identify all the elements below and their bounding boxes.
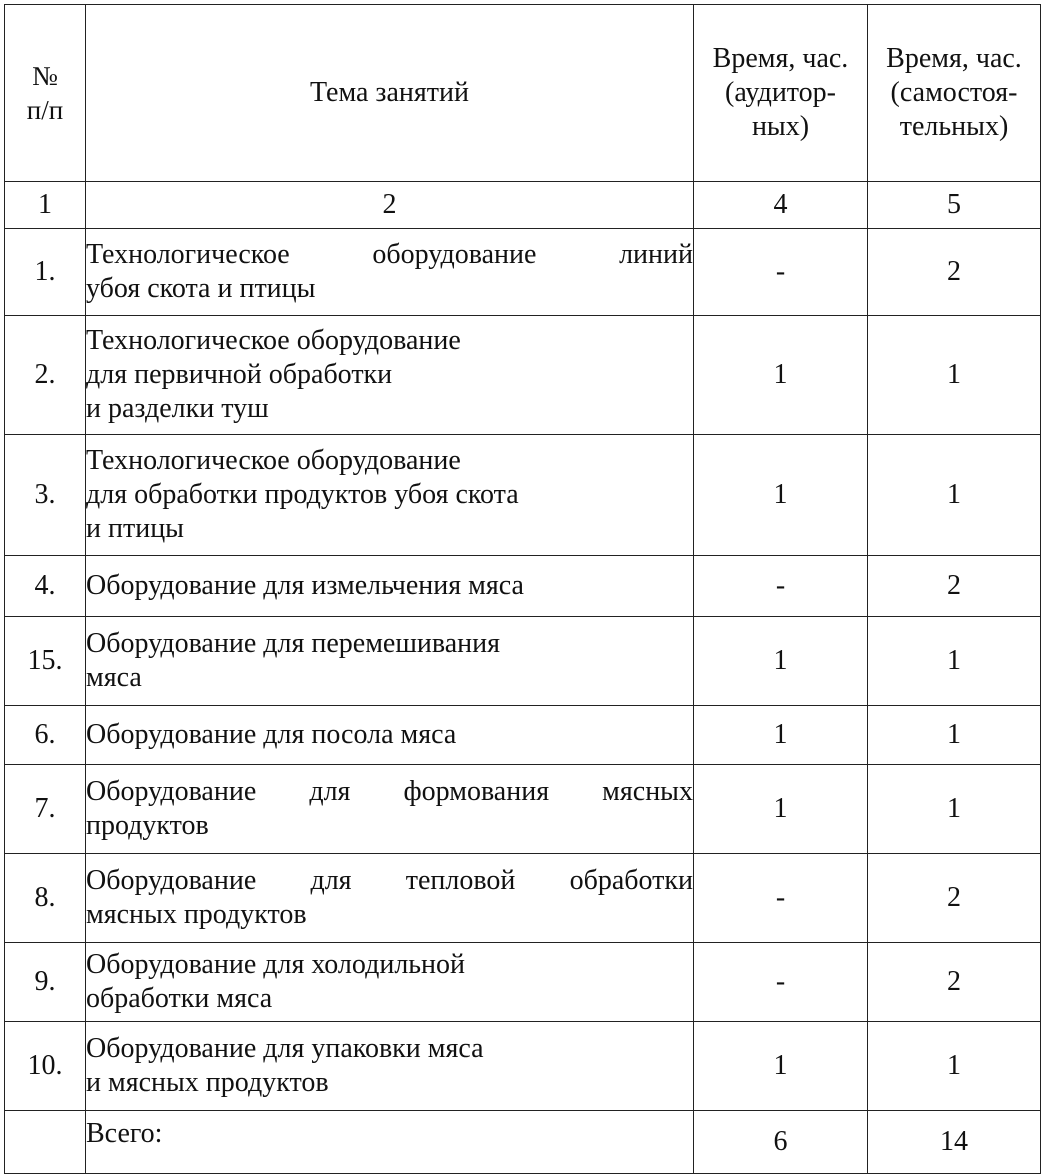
topic-line: Технологическое оборудование линий — [86, 239, 693, 270]
table-row — [5, 617, 1041, 706]
row-number: 4. — [5, 556, 86, 617]
row-number: 8. — [5, 854, 86, 943]
topic-line: мясных продуктов — [86, 899, 307, 930]
schedule-table — [4, 4, 1041, 1174]
topic-line: Оборудование для холодильной — [86, 949, 466, 980]
total-label: Всего: — [86, 1111, 694, 1174]
header-row — [5, 5, 1041, 182]
table-row — [5, 229, 1041, 316]
column-number: 5 — [868, 182, 1041, 229]
column-number: 4 — [694, 182, 868, 229]
topic-line: Оборудование для измельчения мяса — [86, 570, 524, 601]
row-topic — [86, 556, 694, 617]
self-study-hours: 1 — [868, 617, 1041, 706]
auditory-hours: - — [694, 854, 868, 943]
auditory-hours: - — [694, 229, 868, 316]
table-row — [5, 316, 1041, 435]
self-study-hours: 1 — [868, 435, 1041, 556]
topic-line: Оборудование для упаковки мяса — [86, 1033, 484, 1064]
header-topic — [86, 5, 694, 182]
column-number-row — [5, 182, 1041, 229]
table-row — [5, 854, 1041, 943]
row-topic — [86, 765, 694, 854]
topic-line: убоя скота и птицы — [86, 273, 316, 304]
auditory-hours: - — [694, 943, 868, 1022]
topic-line: и разделки туш — [86, 393, 269, 424]
row-topic — [86, 229, 694, 316]
row-number: 15. — [5, 617, 86, 706]
header-auditory-text: Время, час. (аудитор- ных) — [712, 43, 849, 142]
topic-line: продуктов — [86, 810, 209, 841]
row-topic — [86, 617, 694, 706]
total-number-cell — [5, 1111, 86, 1174]
table-row — [5, 1022, 1041, 1111]
topic-line: Оборудование для перемешивания — [86, 628, 501, 659]
auditory-hours: 1 — [694, 1022, 868, 1111]
column-number: 2 — [86, 182, 694, 229]
self-study-hours: 1 — [868, 1022, 1041, 1111]
self-study-hours: 2 — [868, 943, 1041, 1022]
table-row — [5, 556, 1041, 617]
table-row — [5, 435, 1041, 556]
row-number: 6. — [5, 706, 86, 765]
topic-line: и мясных продуктов — [86, 1067, 329, 1098]
row-topic — [86, 943, 694, 1022]
self-study-hours: 1 — [868, 316, 1041, 435]
header-topic-text: Тема занятий — [310, 77, 469, 108]
total-row — [5, 1111, 1041, 1174]
auditory-hours: 1 — [694, 765, 868, 854]
row-number: 2. — [5, 316, 86, 435]
self-study-hours: 1 — [868, 706, 1041, 765]
auditory-hours: 1 — [694, 706, 868, 765]
row-topic — [86, 706, 694, 765]
self-study-hours: 2 — [868, 556, 1041, 617]
topic-line: Оборудование для посола мяса — [86, 719, 457, 750]
topic-line: Оборудование для формования мясных — [86, 776, 693, 807]
self-study-hours: 2 — [868, 229, 1041, 316]
header-auditory-hours — [694, 5, 868, 182]
header-self-study-hours — [868, 5, 1041, 182]
topic-line: Оборудование для тепловой обработки — [86, 865, 693, 896]
topic-line: мяса — [86, 662, 142, 693]
header-number — [5, 5, 86, 182]
self-study-hours: 1 — [868, 765, 1041, 854]
topic-line: для обработки продуктов убоя скота — [86, 479, 519, 510]
row-number: 9. — [5, 943, 86, 1022]
row-topic — [86, 435, 694, 556]
auditory-hours: 1 — [694, 316, 868, 435]
topic-line: Технологическое оборудование — [86, 445, 461, 476]
topic-line: обработки мяса — [86, 983, 273, 1014]
auditory-hours: 1 — [694, 617, 868, 706]
table-row — [5, 943, 1041, 1022]
topic-line: Технологическое оборудование — [86, 325, 461, 356]
topic-line: для первичной обработки — [86, 359, 393, 390]
column-number: 1 — [5, 182, 86, 229]
row-topic — [86, 854, 694, 943]
self-study-hours: 2 — [868, 854, 1041, 943]
topic-line: и птицы — [86, 513, 184, 544]
table-row — [5, 706, 1041, 765]
row-topic — [86, 316, 694, 435]
row-number: 3. — [5, 435, 86, 556]
row-number: 7. — [5, 765, 86, 854]
auditory-hours: 1 — [694, 435, 868, 556]
row-topic — [86, 1022, 694, 1111]
header-number-text: № п/п — [26, 61, 64, 125]
auditory-hours: - — [694, 556, 868, 617]
table-row — [5, 765, 1041, 854]
row-number: 1. — [5, 229, 86, 316]
total-auditory-hours: 6 — [694, 1111, 868, 1174]
header-self-text: Время, час. (самостоя- тельных) — [886, 43, 1022, 142]
total-self-study-hours: 14 — [868, 1111, 1041, 1174]
row-number: 10. — [5, 1022, 86, 1111]
